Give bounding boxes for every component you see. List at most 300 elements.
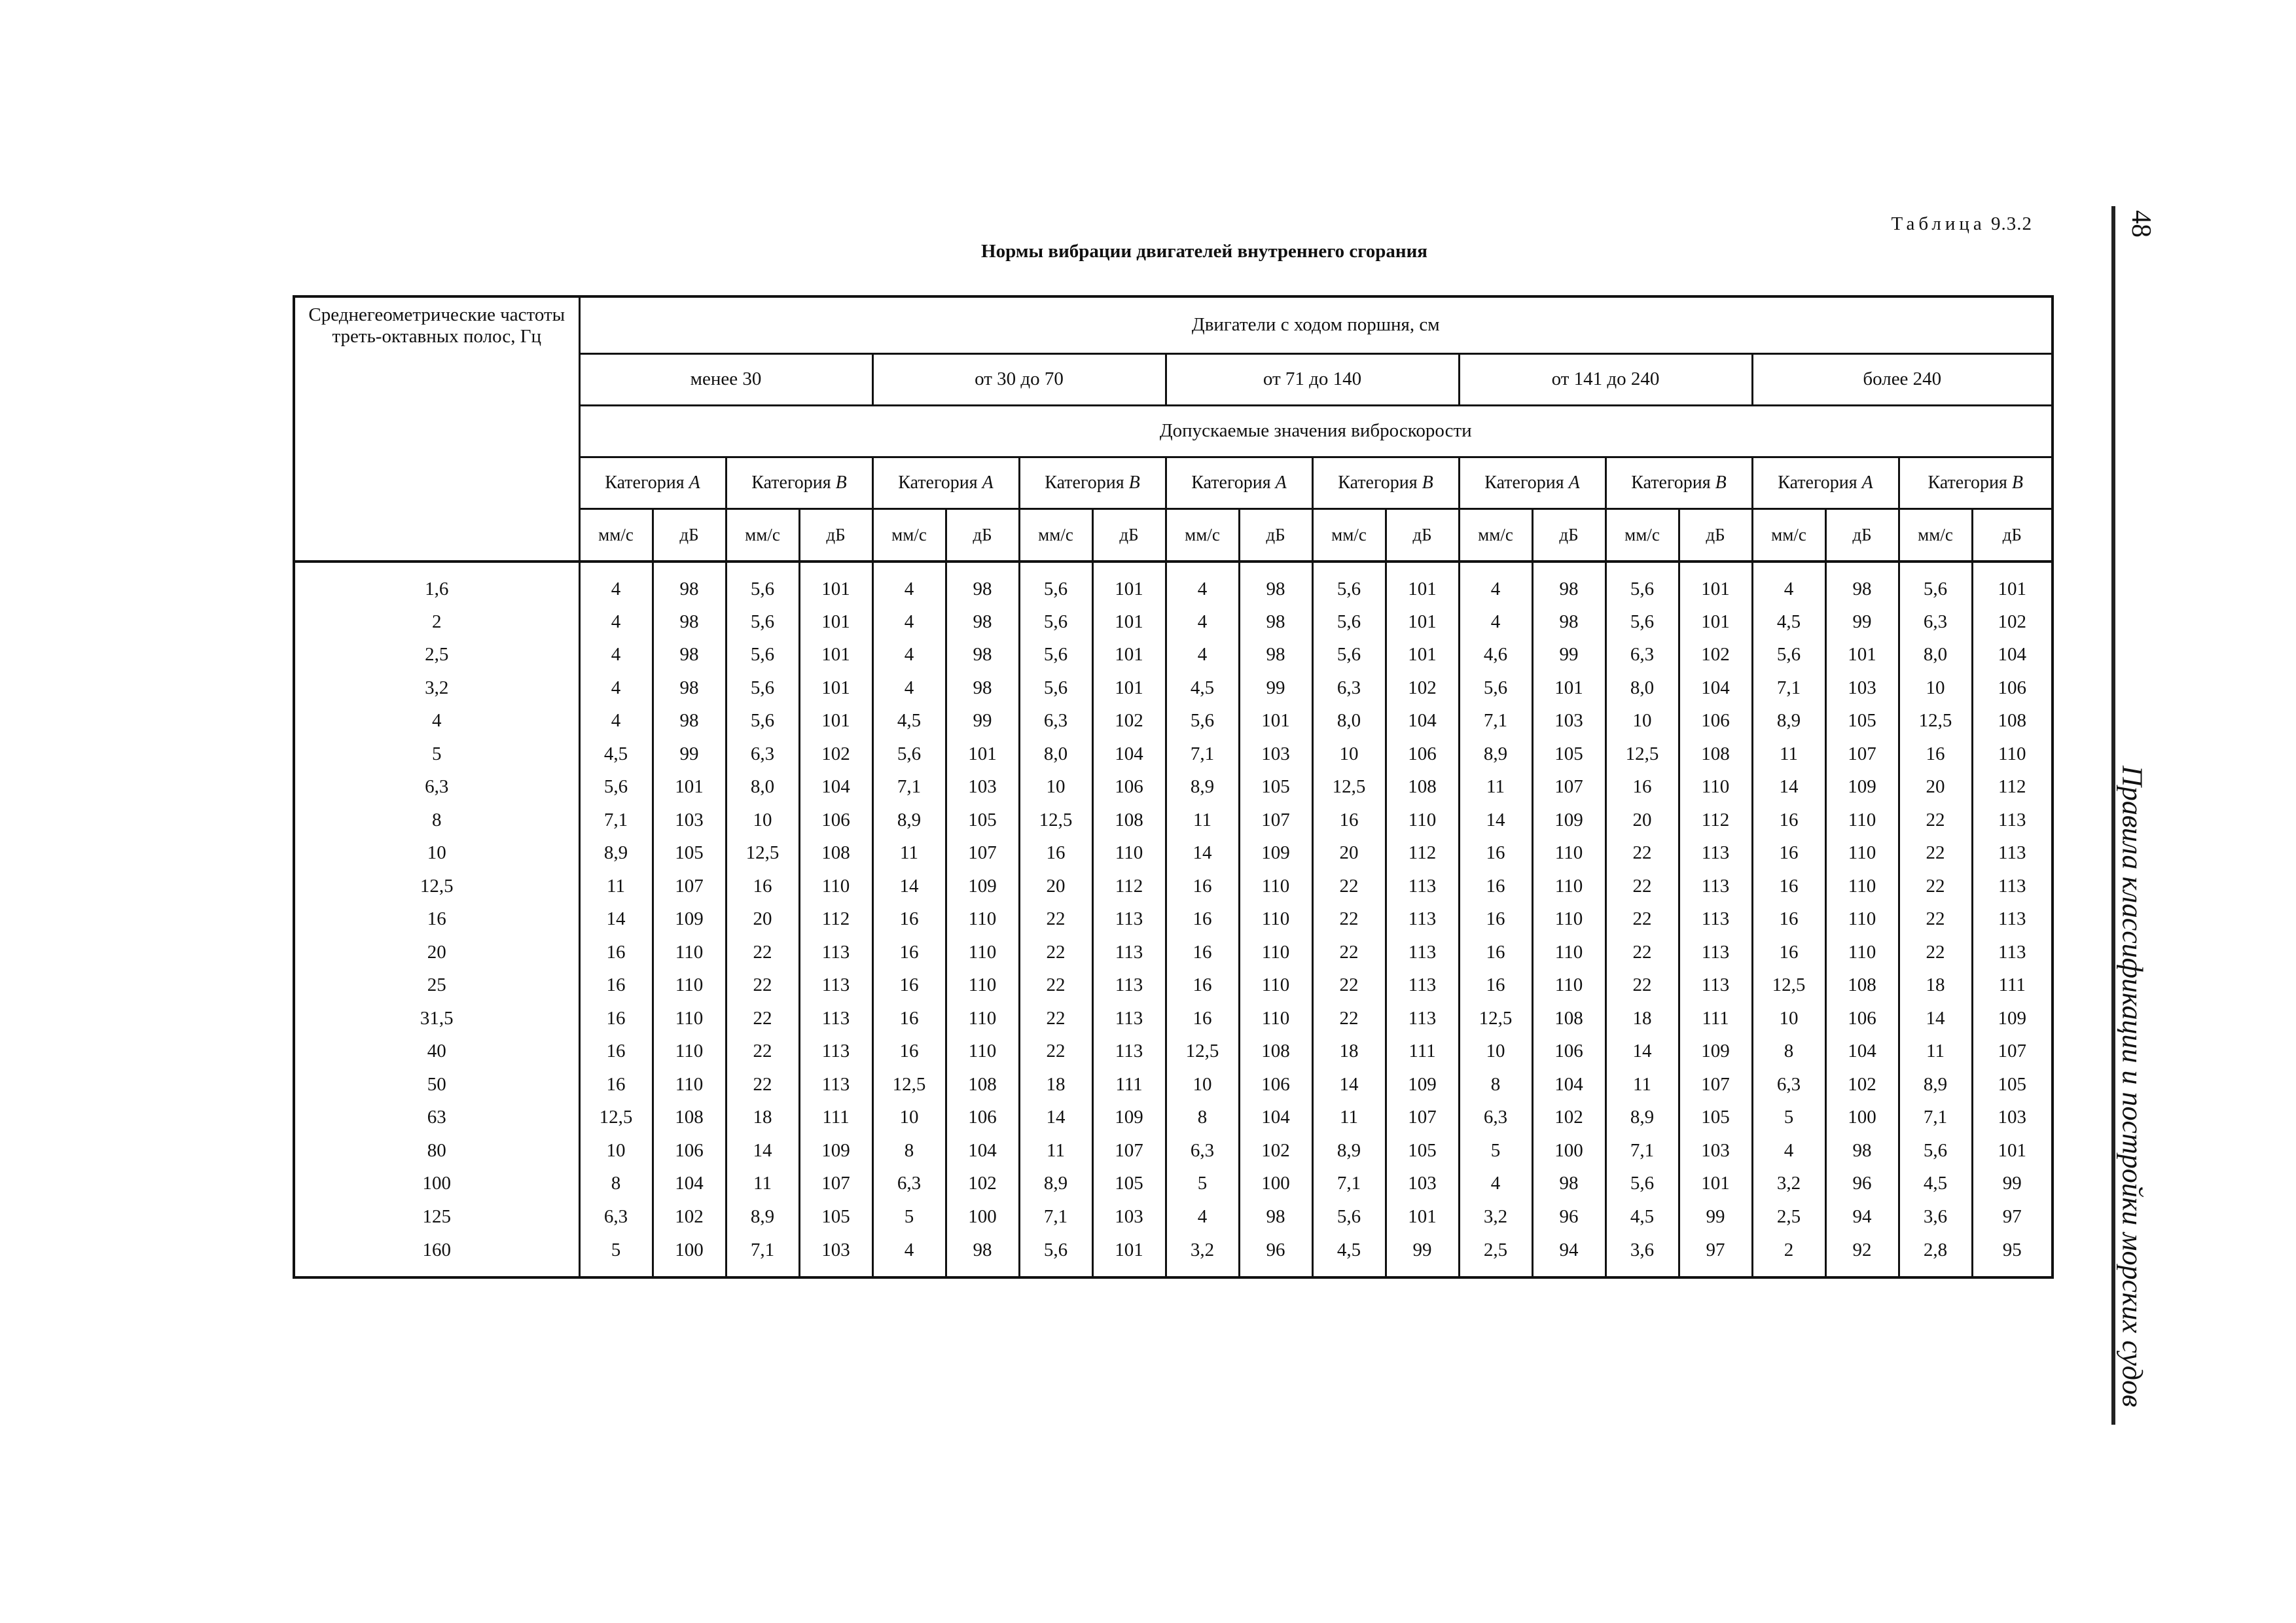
velocity-db-cell: 98 <box>1239 605 1312 639</box>
velocity-mms-cell: 5,6 <box>1312 639 1386 672</box>
velocity-db-cell: 105 <box>1092 1168 1166 1201</box>
velocity-mms-cell: 22 <box>1899 804 1972 837</box>
category-letter: А <box>1568 472 1580 493</box>
category-letter: А <box>1275 472 1287 493</box>
frequency-cell: 125 <box>294 1200 579 1234</box>
velocity-db-cell: 101 <box>946 738 1019 771</box>
velocity-db-cell: 98 <box>1825 562 1899 605</box>
velocity-mms-cell: 7,1 <box>1605 1134 1679 1168</box>
velocity-db-cell: 102 <box>1092 705 1166 738</box>
velocity-db-cell: 102 <box>1239 1134 1312 1168</box>
velocity-mms-cell: 8 <box>579 1168 653 1201</box>
velocity-mms-cell: 22 <box>726 1068 799 1101</box>
velocity-db-cell: 108 <box>1092 804 1166 837</box>
velocity-db-cell: 113 <box>799 1068 872 1101</box>
velocity-db-cell: 107 <box>799 1168 872 1201</box>
velocity-mms-cell: 5,6 <box>1019 605 1092 639</box>
velocity-mms-cell: 4,5 <box>1899 1168 1972 1201</box>
velocity-mms-cell: 4 <box>579 639 653 672</box>
velocity-mms-cell: 18 <box>1605 1002 1679 1035</box>
stroke-group-header: менее 30 <box>579 354 872 406</box>
velocity-mms-cell: 14 <box>579 903 653 936</box>
velocity-mms-cell: 5,6 <box>1312 605 1386 639</box>
stroke-group-header: более 240 <box>1752 354 2053 406</box>
table-number-label: Таблица <box>1891 213 1986 234</box>
velocity-mms-cell: 22 <box>726 969 799 1003</box>
velocity-mms-cell: 4,5 <box>1312 1234 1386 1277</box>
velocity-db-cell: 110 <box>946 1002 1019 1035</box>
velocity-db-cell: 94 <box>1825 1200 1899 1234</box>
velocity-mms-cell: 10 <box>1019 771 1092 804</box>
velocity-db-cell: 101 <box>1972 1134 2053 1168</box>
velocity-mms-cell: 12,5 <box>1019 804 1092 837</box>
category-letter: В <box>1715 472 1727 493</box>
unit-mms-header: мм/с <box>1459 509 1532 562</box>
velocity-mms-cell: 16 <box>1459 870 1532 903</box>
velocity-mms-cell: 20 <box>1019 870 1092 903</box>
frequency-cell: 80 <box>294 1134 579 1168</box>
velocity-db-cell: 102 <box>1679 639 1752 672</box>
velocity-db-cell: 105 <box>799 1200 872 1234</box>
velocity-db-cell: 104 <box>1092 738 1166 771</box>
velocity-db-cell: 110 <box>1825 837 1899 870</box>
velocity-db-cell: 103 <box>799 1234 872 1277</box>
velocity-db-cell: 101 <box>1532 671 1605 705</box>
velocity-db-cell: 106 <box>653 1134 726 1168</box>
velocity-db-cell: 103 <box>653 804 726 837</box>
frequency-cell: 160 <box>294 1234 579 1277</box>
velocity-mms-cell: 16 <box>872 936 946 969</box>
category-letter: В <box>1422 472 1433 493</box>
velocity-mms-cell: 10 <box>872 1101 946 1135</box>
velocity-mms-cell: 4 <box>1166 605 1239 639</box>
velocity-db-cell: 104 <box>1679 671 1752 705</box>
velocity-db-cell: 101 <box>1092 671 1166 705</box>
velocity-mms-cell: 6,3 <box>1752 1068 1825 1101</box>
velocity-db-cell: 101 <box>1239 705 1312 738</box>
velocity-db-cell: 104 <box>653 1168 726 1201</box>
unit-db-header: дБ <box>799 509 872 562</box>
velocity-mms-cell: 18 <box>1312 1035 1386 1069</box>
velocity-mms-cell: 10 <box>1899 671 1972 705</box>
velocity-mms-cell: 20 <box>726 903 799 936</box>
velocity-db-cell: 98 <box>1239 639 1312 672</box>
velocity-db-cell: 106 <box>1092 771 1166 804</box>
velocity-db-cell: 98 <box>946 639 1019 672</box>
frequency-cell: 63 <box>294 1101 579 1135</box>
velocity-db-cell: 101 <box>1386 1200 1459 1234</box>
velocity-db-cell: 102 <box>946 1168 1019 1201</box>
velocity-mms-cell: 22 <box>1899 936 1972 969</box>
velocity-mms-cell: 8 <box>1752 1035 1825 1069</box>
table-row <box>294 936 2053 969</box>
velocity-db-cell: 107 <box>1825 738 1899 771</box>
velocity-db-cell: 98 <box>1825 1134 1899 1168</box>
category-prefix: Категория <box>1338 472 1418 493</box>
velocity-db-cell: 102 <box>1532 1101 1605 1135</box>
velocity-mms-cell: 5,6 <box>1899 1134 1972 1168</box>
velocity-db-cell: 110 <box>1532 903 1605 936</box>
velocity-mms-cell: 16 <box>579 1068 653 1101</box>
velocity-mms-cell: 6,3 <box>1605 639 1679 672</box>
velocity-db-cell: 98 <box>1532 1168 1605 1201</box>
table-row <box>294 1168 2053 1201</box>
velocity-mms-cell: 4,5 <box>1166 671 1239 705</box>
velocity-db-cell: 112 <box>1972 771 2053 804</box>
velocity-db-cell: 108 <box>1532 1002 1605 1035</box>
velocity-mms-cell: 12,5 <box>1605 738 1679 771</box>
velocity-db-cell: 101 <box>1972 562 2053 605</box>
velocity-mms-cell: 11 <box>1019 1134 1092 1168</box>
velocity-mms-cell: 5 <box>1752 1101 1825 1135</box>
velocity-db-cell: 97 <box>1679 1234 1752 1277</box>
velocity-db-cell: 109 <box>653 903 726 936</box>
velocity-mms-cell: 6,3 <box>1459 1101 1532 1135</box>
velocity-mms-cell: 5,6 <box>726 562 799 605</box>
velocity-db-cell: 107 <box>653 870 726 903</box>
velocity-mms-cell: 20 <box>1899 771 1972 804</box>
velocity-db-cell: 104 <box>799 771 872 804</box>
velocity-mms-cell: 3,6 <box>1899 1200 1972 1234</box>
frequency-cell: 10 <box>294 837 579 870</box>
velocity-db-cell: 110 <box>946 969 1019 1003</box>
velocity-mms-cell: 3,2 <box>1752 1168 1825 1201</box>
unit-db-header: дБ <box>1532 509 1605 562</box>
velocity-db-cell: 107 <box>1092 1134 1166 1168</box>
velocity-mms-cell: 7,1 <box>726 1234 799 1277</box>
velocity-db-cell: 98 <box>946 605 1019 639</box>
velocity-mms-cell: 5,6 <box>872 738 946 771</box>
velocity-db-cell: 106 <box>1239 1068 1312 1101</box>
velocity-mms-cell: 4 <box>1166 562 1239 605</box>
velocity-mms-cell: 22 <box>1312 969 1386 1003</box>
table-row <box>294 562 2053 605</box>
velocity-db-cell: 99 <box>1386 1234 1459 1277</box>
engines-header: Двигатели с ходом поршня, см <box>579 296 2053 354</box>
velocity-db-cell: 108 <box>1825 969 1899 1003</box>
category-prefix: Категория <box>751 472 831 493</box>
velocity-mms-cell: 4 <box>1459 605 1532 639</box>
velocity-db-cell: 98 <box>1532 605 1605 639</box>
velocity-mms-cell: 10 <box>1459 1035 1532 1069</box>
unit-mms-header: мм/с <box>1166 509 1239 562</box>
velocity-db-cell: 103 <box>946 771 1019 804</box>
table-row <box>294 969 2053 1003</box>
velocity-mms-cell: 16 <box>579 1035 653 1069</box>
velocity-db-cell: 111 <box>1386 1035 1459 1069</box>
velocity-db-cell: 113 <box>1972 804 2053 837</box>
velocity-db-cell: 104 <box>1386 705 1459 738</box>
velocity-mms-cell: 11 <box>1312 1101 1386 1135</box>
frequency-cell: 5 <box>294 738 579 771</box>
category-prefix: Категория <box>1191 472 1271 493</box>
velocity-db-cell: 108 <box>1386 771 1459 804</box>
stroke-group-header: от 71 до 140 <box>1166 354 1459 406</box>
table-number-value: 9.3.2 <box>1991 213 2032 234</box>
vibration-norms-table <box>293 295 2054 1279</box>
velocity-db-cell: 113 <box>799 1002 872 1035</box>
velocity-mms-cell: 11 <box>1166 804 1239 837</box>
category-letter: В <box>1128 472 1140 493</box>
velocity-mms-cell: 16 <box>872 903 946 936</box>
velocity-mms-cell: 2,5 <box>1459 1234 1532 1277</box>
velocity-db-cell: 106 <box>1825 1002 1899 1035</box>
velocity-db-cell: 110 <box>1679 771 1752 804</box>
velocity-db-cell: 109 <box>1825 771 1899 804</box>
velocity-db-cell: 110 <box>653 1068 726 1101</box>
velocity-db-cell: 110 <box>653 936 726 969</box>
velocity-mms-cell: 3,2 <box>1166 1234 1239 1277</box>
unit-db-header: дБ <box>1092 509 1166 562</box>
velocity-db-cell: 104 <box>1239 1101 1312 1135</box>
velocity-mms-cell: 4 <box>1752 1134 1825 1168</box>
table-row <box>294 1200 2053 1234</box>
velocity-mms-cell: 10 <box>726 804 799 837</box>
velocity-mms-cell: 14 <box>1019 1101 1092 1135</box>
frequency-cell: 12,5 <box>294 870 579 903</box>
velocity-mms-cell: 3,6 <box>1605 1234 1679 1277</box>
velocity-db-cell: 110 <box>1386 804 1459 837</box>
category-b-header <box>1019 457 1166 509</box>
velocity-db-cell: 107 <box>946 837 1019 870</box>
velocity-mms-cell: 5 <box>1459 1134 1532 1168</box>
category-prefix: Категория <box>1778 472 1857 493</box>
velocity-db-cell: 107 <box>1532 771 1605 804</box>
table-number <box>1846 213 2032 235</box>
unit-mms-header: мм/с <box>1312 509 1386 562</box>
velocity-mms-cell: 7,1 <box>1019 1200 1092 1234</box>
velocity-mms-cell: 6,3 <box>872 1168 946 1201</box>
velocity-db-cell: 107 <box>1239 804 1312 837</box>
velocity-db-cell: 108 <box>1239 1035 1312 1069</box>
frequency-cell: 2,5 <box>294 639 579 672</box>
velocity-mms-cell: 22 <box>1899 903 1972 936</box>
velocity-db-cell: 101 <box>1386 639 1459 672</box>
velocity-db-cell: 107 <box>1972 1035 2053 1069</box>
unit-mms-header: мм/с <box>1605 509 1679 562</box>
frequency-cell: 40 <box>294 1035 579 1069</box>
velocity-mms-cell: 4,6 <box>1459 639 1532 672</box>
velocity-mms-cell: 22 <box>1019 969 1092 1003</box>
velocity-mms-cell: 16 <box>872 969 946 1003</box>
velocity-mms-cell: 11 <box>579 870 653 903</box>
table-body <box>294 562 2053 1277</box>
velocity-mms-cell: 4 <box>1459 562 1532 605</box>
velocity-db-cell: 102 <box>799 738 872 771</box>
velocity-db-cell: 101 <box>1679 1168 1752 1201</box>
category-b-header <box>1899 457 2053 509</box>
table-row <box>294 804 2053 837</box>
velocity-mms-cell: 11 <box>872 837 946 870</box>
velocity-mms-cell: 7,1 <box>1166 738 1239 771</box>
velocity-db-cell: 97 <box>1972 1200 2053 1234</box>
velocity-mms-cell: 22 <box>1899 837 1972 870</box>
velocity-db-cell: 110 <box>1532 837 1605 870</box>
velocity-mms-cell: 5,6 <box>1019 671 1092 705</box>
velocity-mms-cell: 22 <box>1605 969 1679 1003</box>
velocity-mms-cell: 5 <box>1166 1168 1239 1201</box>
velocity-db-cell: 94 <box>1532 1234 1605 1277</box>
velocity-db-cell: 101 <box>799 605 872 639</box>
velocity-mms-cell: 4 <box>1166 639 1239 672</box>
velocity-mms-cell: 16 <box>1459 903 1532 936</box>
velocity-mms-cell: 5,6 <box>1019 562 1092 605</box>
velocity-mms-cell: 8 <box>1166 1101 1239 1135</box>
velocity-mms-cell: 12,5 <box>1312 771 1386 804</box>
table-row <box>294 771 2053 804</box>
velocity-mms-cell: 4 <box>579 705 653 738</box>
velocity-db-cell: 106 <box>1679 705 1752 738</box>
table-row <box>294 837 2053 870</box>
velocity-mms-cell: 11 <box>1899 1035 1972 1069</box>
velocity-db-cell: 113 <box>1386 1002 1459 1035</box>
velocity-db-cell: 106 <box>1386 738 1459 771</box>
velocity-db-cell: 104 <box>1532 1068 1605 1101</box>
velocity-mms-cell: 16 <box>1019 837 1092 870</box>
velocity-db-cell: 110 <box>1532 936 1605 969</box>
velocity-db-cell: 98 <box>653 639 726 672</box>
velocity-mms-cell: 5 <box>872 1200 946 1234</box>
velocity-mms-cell: 16 <box>1459 969 1532 1003</box>
velocity-db-cell: 101 <box>1825 639 1899 672</box>
velocity-mms-cell: 6,3 <box>726 738 799 771</box>
velocity-mms-cell: 22 <box>1605 903 1679 936</box>
velocity-db-cell: 103 <box>1679 1134 1752 1168</box>
velocity-db-cell: 99 <box>946 705 1019 738</box>
category-prefix: Категория <box>1045 472 1124 493</box>
velocity-mms-cell: 20 <box>1605 804 1679 837</box>
velocity-db-cell: 113 <box>1092 903 1166 936</box>
velocity-db-cell: 103 <box>1825 671 1899 705</box>
velocity-mms-cell: 22 <box>1605 837 1679 870</box>
velocity-mms-cell: 22 <box>1019 1002 1092 1035</box>
velocity-mms-cell: 8,0 <box>1312 705 1386 738</box>
velocity-mms-cell: 22 <box>726 936 799 969</box>
category-prefix: Категория <box>1484 472 1564 493</box>
table-row <box>294 1035 2053 1069</box>
velocity-mms-cell: 14 <box>1899 1002 1972 1035</box>
velocity-mms-cell: 8,9 <box>1459 738 1532 771</box>
velocity-db-cell: 109 <box>1679 1035 1752 1069</box>
velocity-mms-cell: 12,5 <box>872 1068 946 1101</box>
velocity-mms-cell: 7,1 <box>1312 1168 1386 1201</box>
allowed-values-header: Допускаемые значения виброскорости <box>579 406 2053 457</box>
velocity-mms-cell: 2,8 <box>1899 1234 1972 1277</box>
velocity-mms-cell: 5,6 <box>579 771 653 804</box>
table-row <box>294 1101 2053 1135</box>
velocity-mms-cell: 8,0 <box>1019 738 1092 771</box>
table-row <box>294 639 2053 672</box>
velocity-mms-cell: 4 <box>872 562 946 605</box>
velocity-mms-cell: 5,6 <box>1459 671 1532 705</box>
velocity-db-cell: 113 <box>1679 837 1752 870</box>
velocity-db-cell: 112 <box>1092 870 1166 903</box>
unit-mms-header: мм/с <box>726 509 799 562</box>
velocity-db-cell: 104 <box>946 1134 1019 1168</box>
velocity-mms-cell: 12,5 <box>726 837 799 870</box>
table-header <box>294 296 2053 562</box>
table-title: Нормы вибрации двигателей внутреннего сгорания <box>981 241 1427 262</box>
frequency-cell: 25 <box>294 969 579 1003</box>
category-prefix: Категория <box>1631 472 1711 493</box>
velocity-mms-cell: 4 <box>872 1234 946 1277</box>
velocity-mms-cell: 22 <box>1312 903 1386 936</box>
velocity-db-cell: 113 <box>1972 837 2053 870</box>
velocity-mms-cell: 5 <box>579 1234 653 1277</box>
frequency-cell: 20 <box>294 936 579 969</box>
velocity-db-cell: 110 <box>653 1002 726 1035</box>
velocity-db-cell: 99 <box>653 738 726 771</box>
velocity-db-cell: 110 <box>1825 870 1899 903</box>
velocity-db-cell: 100 <box>1825 1101 1899 1135</box>
velocity-mms-cell: 7,1 <box>1459 705 1532 738</box>
velocity-db-cell: 102 <box>1825 1068 1899 1101</box>
velocity-db-cell: 101 <box>1092 1234 1166 1277</box>
velocity-db-cell: 113 <box>1386 936 1459 969</box>
stroke-group-header: от 141 до 240 <box>1459 354 1752 406</box>
velocity-mms-cell: 16 <box>1752 837 1825 870</box>
velocity-db-cell: 96 <box>1239 1234 1312 1277</box>
velocity-mms-cell: 2 <box>1752 1234 1825 1277</box>
velocity-mms-cell: 12,5 <box>579 1101 653 1135</box>
velocity-db-cell: 113 <box>799 936 872 969</box>
velocity-db-cell: 110 <box>1239 903 1312 936</box>
velocity-db-cell: 110 <box>1972 738 2053 771</box>
unit-db-header: дБ <box>1386 509 1459 562</box>
velocity-mms-cell: 16 <box>1459 837 1532 870</box>
velocity-mms-cell: 14 <box>872 870 946 903</box>
velocity-db-cell: 106 <box>799 804 872 837</box>
unit-mms-header: мм/с <box>872 509 946 562</box>
category-a-header <box>1166 457 1312 509</box>
velocity-mms-cell: 14 <box>1166 837 1239 870</box>
category-b-header <box>1605 457 1752 509</box>
velocity-db-cell: 99 <box>1532 639 1605 672</box>
velocity-mms-cell: 16 <box>1166 1002 1239 1035</box>
velocity-db-cell: 105 <box>1825 705 1899 738</box>
category-a-header <box>1752 457 1899 509</box>
velocity-mms-cell: 14 <box>726 1134 799 1168</box>
velocity-mms-cell: 5,6 <box>1312 562 1386 605</box>
velocity-db-cell: 109 <box>1239 837 1312 870</box>
velocity-mms-cell: 18 <box>726 1101 799 1135</box>
velocity-db-cell: 105 <box>1532 738 1605 771</box>
velocity-db-cell: 110 <box>1532 870 1605 903</box>
velocity-mms-cell: 10 <box>1166 1068 1239 1101</box>
velocity-mms-cell: 5,6 <box>1166 705 1239 738</box>
velocity-mms-cell: 22 <box>1312 936 1386 969</box>
table-row <box>294 1134 2053 1168</box>
frequency-cell: 1,6 <box>294 562 579 605</box>
velocity-db-cell: 99 <box>1239 671 1312 705</box>
velocity-mms-cell: 8,9 <box>1166 771 1239 804</box>
unit-db-header: дБ <box>1825 509 1899 562</box>
velocity-db-cell: 113 <box>1092 1002 1166 1035</box>
category-b-header <box>726 457 872 509</box>
velocity-mms-cell: 8 <box>872 1134 946 1168</box>
velocity-db-cell: 113 <box>1386 969 1459 1003</box>
velocity-db-cell: 106 <box>1972 671 2053 705</box>
unit-mms-header: мм/с <box>1019 509 1092 562</box>
unit-mms-header: мм/с <box>579 509 653 562</box>
velocity-db-cell: 110 <box>1825 804 1899 837</box>
velocity-mms-cell: 14 <box>1312 1068 1386 1101</box>
velocity-mms-cell: 16 <box>726 870 799 903</box>
frequency-cell: 3,2 <box>294 671 579 705</box>
velocity-db-cell: 98 <box>946 562 1019 605</box>
velocity-db-cell: 103 <box>1386 1168 1459 1201</box>
velocity-mms-cell: 12,5 <box>1752 969 1825 1003</box>
